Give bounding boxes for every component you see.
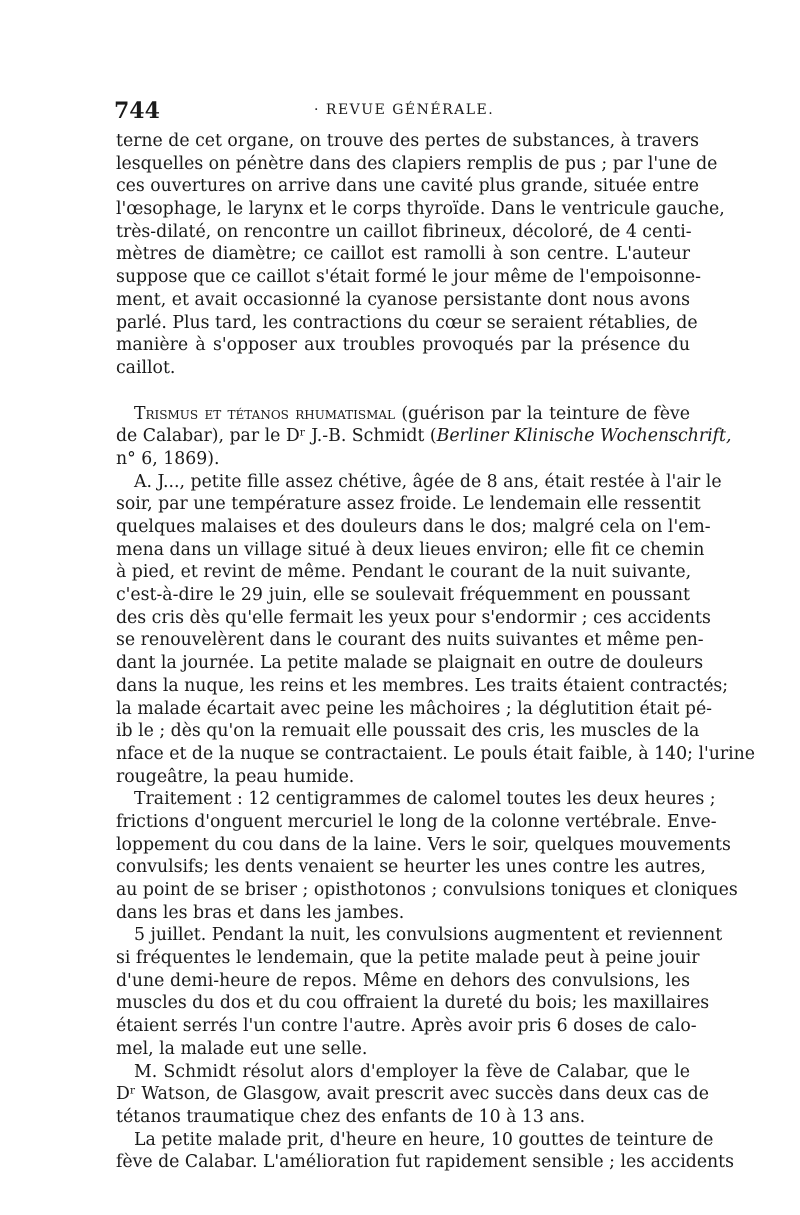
text-line: lesquelles on pénètre dans des clapiers remplis de pus ; par l'une de: [116, 153, 718, 174]
section-citation-issue: n° 6, 1869).: [116, 448, 220, 469]
text-line: manière à s'opposer aux troubles provoqués par la présence du: [116, 335, 690, 356]
text-line: se renouvelèrent dans le courant des nuits suivantes et même pen-: [116, 630, 704, 651]
text-line: mena dans un village situé à deux lieues environ; elle fit ce chemin: [116, 539, 705, 560]
section-gap: [116, 380, 690, 403]
text-line: Dʳ Watson, de Glasgow, avait prescrit avec succès dans deux cas de: [116, 1084, 709, 1105]
text-line: A. J..., petite fille assez chétive, âgée de 8 ans, était restée à l'air le: [134, 471, 722, 492]
text-line: dans la nuque, les reins et les membres. Les traits étaient contractés;: [116, 675, 729, 696]
page-number: 744: [114, 98, 160, 124]
text-line: M. Schmidt résolut alors d'employer la fève de Calabar, que le: [134, 1061, 690, 1082]
text-line: si fréquentes le lendemain, que la petite malade peut à peine jouir: [116, 948, 700, 969]
running-header: [114, 98, 688, 124]
text-line: La petite malade prit, d'heure en heure, 10 gouttes de teinture de: [134, 1129, 714, 1150]
text-line: caillot.: [116, 357, 176, 378]
text-line: ment, et avait occasionné la cyanose persistante dont nous avons: [116, 289, 690, 310]
text-line: ces ouvertures on arrive dans une cavité plus grande, située entre: [116, 176, 699, 197]
text-line: très-dilaté, on rencontre un caillot fibrineux, décoloré, de 4 centi-: [116, 221, 692, 242]
text-line: étaient serrés l'un contre l'autre. Après avoir pris 6 doses de calo-: [116, 1016, 697, 1037]
text-line: fève de Calabar. L'amélioration fut rapidement sensible ; les accidents: [116, 1152, 734, 1173]
text-line: c'est-à-dire le 29 juin, elle se soulevait fréquemment en poussant: [116, 585, 690, 606]
text-line: mètres de diamètre; ce caillot est ramolli à son centre. L'auteur: [116, 244, 690, 265]
text-line: dant la journée. La petite malade se plaignait en outre de douleurs: [116, 653, 704, 674]
text-line: au point de se briser ; opisthotonos ; convulsions toniques et cloniques: [116, 880, 738, 900]
text-line: rougeâtre, la peau humide.: [116, 766, 355, 787]
citation-journal: Berliner Klinische Wochenschrift,: [436, 426, 732, 447]
text-line: convulsifs; les dents venaient se heurter les unes contre les autres,: [116, 857, 706, 878]
section-heading-subtitle: (guérison par la teinture de fève: [395, 403, 690, 424]
citation-author: de Calabar), par le Dʳ J.-B. Schmidt (: [116, 426, 437, 447]
paragraph-autopsy-continuation: [116, 130, 725, 380]
body-text: [116, 130, 756, 1174]
text-line: l'œsophage, le larynx et le corps thyroïde. Dans le ventricule gauche,: [116, 199, 725, 220]
text-line: 5 juillet. Pendant la nuit, les convulsions augmentent et reviennent: [134, 925, 723, 946]
section-heading: Trismus et tétanos rhumatismal: [134, 403, 395, 424]
text-line: parlé. Plus tard, les contractions du cœur se seraient rétablies, de: [116, 312, 698, 333]
text-line: frictions d'onguent mercuriel le long de la colonne vertébrale. Enve-: [116, 811, 717, 832]
text-line: des cris dès qu'elle fermait les yeux pour s'endormir ; ces accidents: [116, 607, 711, 628]
text-line: quelques malaises et des douleurs dans le dos; malgré cela on l'em-: [116, 517, 711, 537]
section-citation-line: [116, 425, 732, 448]
text-line: suppose que ce caillot s'était formé le jour même de l'empoisonne-: [116, 267, 701, 288]
running-title: · REVUE GÉNÉRALE.: [314, 102, 495, 118]
text-line: dans les bras et dans les jambes.: [116, 902, 405, 923]
text-line: terne de cet organe, on trouve des pertes de substances, à travers: [116, 131, 700, 151]
text-line: Traitement : 12 centigrammes de calomel toutes les deux heures ;: [134, 789, 716, 810]
text-line: ib le ; dès qu'on la remuait elle poussait des cris, les muscles de la: [116, 721, 700, 742]
text-line: d'une demi-heure de repos. Même en dehors des convulsions, les: [116, 970, 690, 991]
text-line: muscles du dos et du cou offraient la dureté du bois; les maxillaires: [116, 993, 710, 1014]
case-report-text: [116, 471, 756, 1174]
section-heading-line: [116, 403, 690, 426]
text-line: la malade écartait avec peine les mâchoires ; la déglutition était pé-: [116, 698, 713, 719]
text-line: à pied, et revint de même. Pendant le courant de la nuit suivante,: [116, 562, 692, 583]
text-line: mel, la malade eut une selle.: [116, 1038, 368, 1059]
text-line: soir, par une température assez froide. Le lendemain elle ressentit: [116, 494, 701, 515]
text-line: loppement du cou dans de la laine. Vers le soir, quelques mouvements: [116, 834, 731, 855]
text-line: tétanos traumatique chez des enfants de 10 à 13 ans.: [116, 1106, 586, 1127]
text-line: nface et de la nuque se contractaient. Le pouls était faible, à 140; l'urine: [116, 743, 756, 764]
